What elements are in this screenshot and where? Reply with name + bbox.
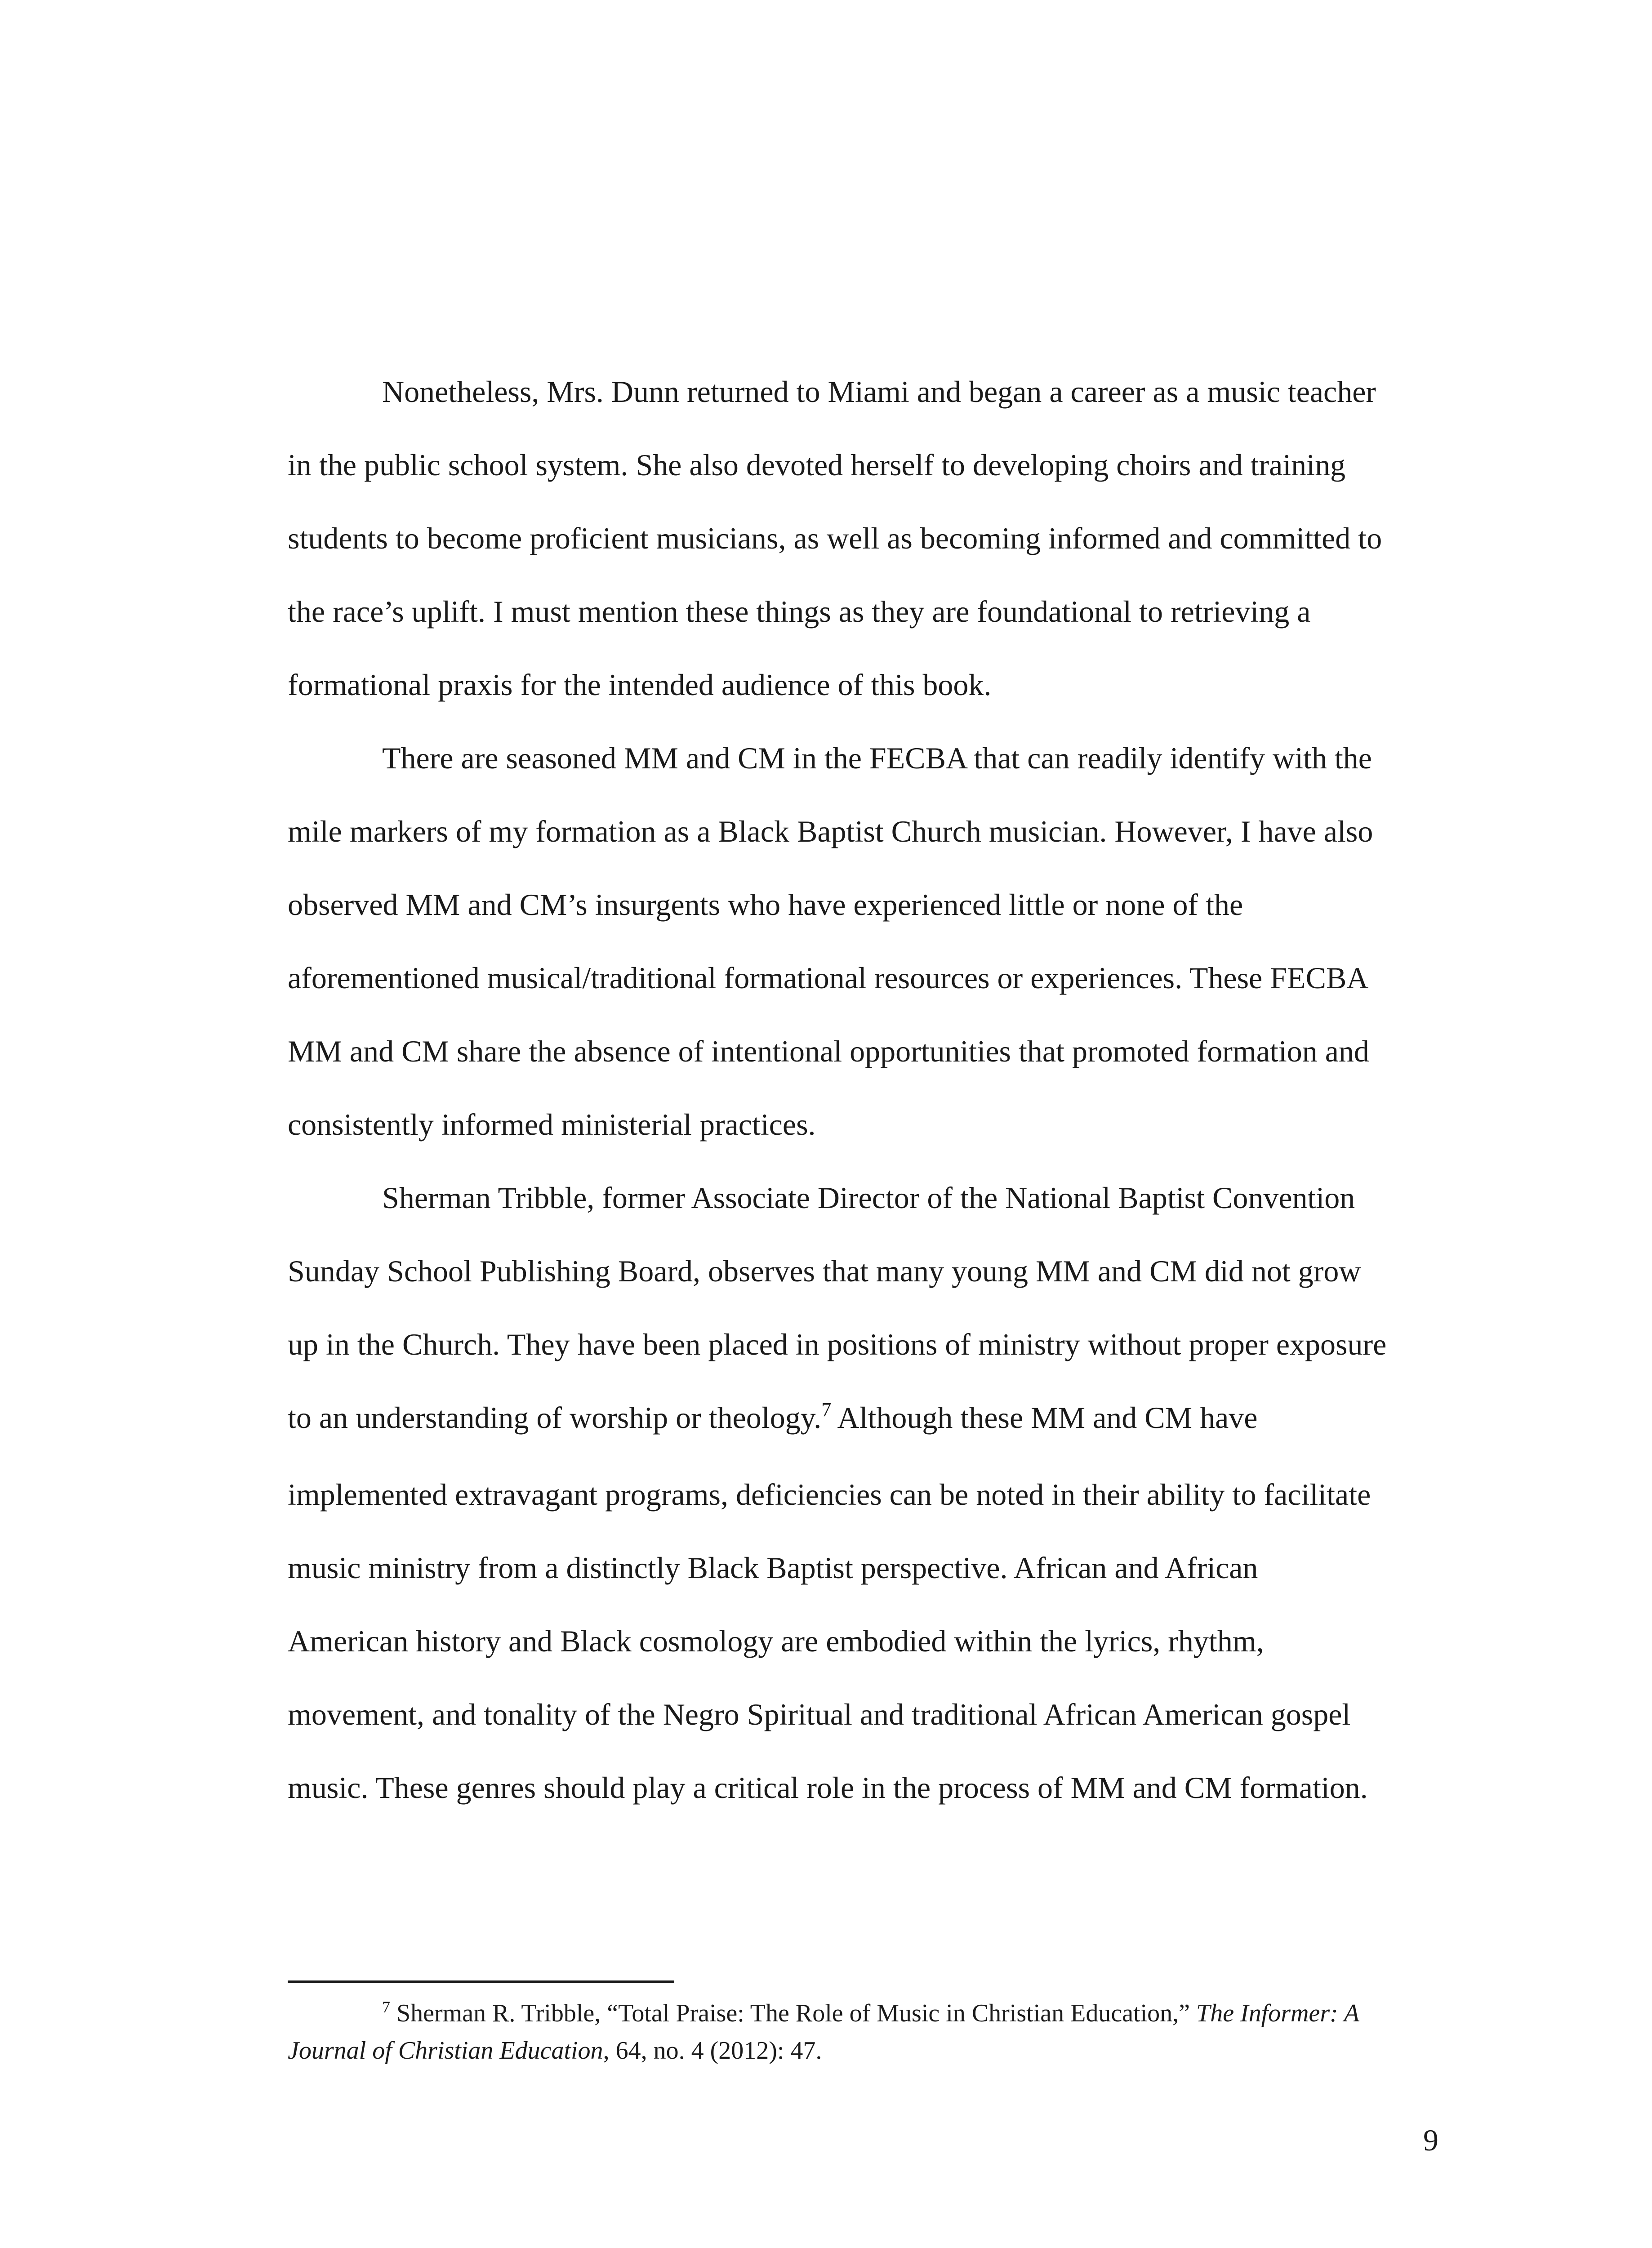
text-line: Nonetheless, Mrs. Dunn returned to Miami and began a career as a music teacher xyxy=(382,375,1376,409)
footnote-reference[interactable]: 7 xyxy=(821,1399,832,1421)
text-line: students to become proficient musicians, as well as becoming informed and committed to xyxy=(288,521,1382,555)
text-line: mile markers of my formation as a Black Baptist Church musician. However, I have also xyxy=(288,814,1373,848)
text-line: movement, and tonality of the Negro Spiritual and traditional African American gospel xyxy=(288,1697,1351,1731)
text-line: observed MM and CM’s insurgents who have experienced little or none of the xyxy=(288,888,1243,922)
footnote-line xyxy=(288,1996,1438,2034)
text-segment: Although these MM and CM have xyxy=(831,1401,1258,1435)
footnote-text: Sherman R. Tribble, “Total Praise: The Role of Music in Christian Education,” xyxy=(396,1999,1197,2027)
text-line: Sunday School Publishing Board, observes that many young MM and CM did not grow xyxy=(288,1254,1361,1288)
text-line: up in the Church. They have been placed in positions of ministry without proper exposure xyxy=(288,1327,1387,1361)
footnote xyxy=(288,1996,1438,2068)
footnote-text: , 64, no. 4 (2012): 47. xyxy=(603,2037,822,2065)
text-line: music. These genres should play a critical role in the process of MM and CM formation. xyxy=(288,1771,1368,1805)
text-line: the race’s uplift. I must mention these things as they are foundational to retrieving a xyxy=(288,594,1311,629)
text-line: formational praxis for the intended audience of this book. xyxy=(288,668,992,702)
text-line: consistently informed ministerial practices. xyxy=(288,1107,816,1142)
text-line: MM and CM share the absence of intentional opportunities that promoted formation and xyxy=(288,1034,1369,1068)
text-line: implemented extravagant programs, deficiencies can be noted in their ability to facilitate xyxy=(288,1477,1371,1512)
footnote-separator xyxy=(288,1980,674,1983)
text-line: music ministry from a distinctly Black Baptist perspective. African and African xyxy=(288,1551,1258,1585)
footnote-marker: 7 xyxy=(382,1998,390,2016)
text-line: American history and Black cosmology are embodied within the lyrics, rhythm, xyxy=(288,1624,1264,1658)
body-text xyxy=(288,355,1438,1824)
text-line-with-footnote-ref xyxy=(288,1381,1438,1458)
text-line: Sherman Tribble, former Associate Director of the National Baptist Convention xyxy=(382,1181,1355,1215)
footnote-italic-title: The Informer: A xyxy=(1196,1999,1359,2027)
text-line: There are seasoned MM and CM in the FECBA that can readily identify with the xyxy=(382,741,1372,775)
text-line: aforementioned musical/traditional formational resources or experiences. These FECBA xyxy=(288,961,1369,995)
page-number: 9 xyxy=(1423,2123,1438,2157)
footnote-line xyxy=(288,2034,1438,2068)
footnote-italic-title: Journal of Christian Education xyxy=(288,2037,603,2065)
text-line: in the public school system. She also devoted herself to developing choirs and training xyxy=(288,448,1346,482)
text-segment: to an understanding of worship or theology. xyxy=(288,1401,822,1435)
